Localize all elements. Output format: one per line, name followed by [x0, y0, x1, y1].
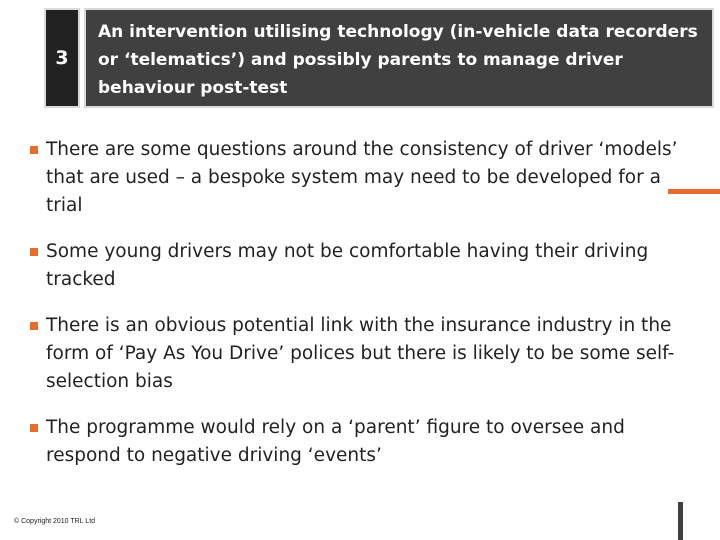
bullet-text: The programme would rely on a ‘parent’ figure to oversee and respond to negative driving ‘events’ [46, 417, 625, 466]
square-bullet-icon [30, 146, 38, 154]
square-bullet-icon [30, 424, 38, 432]
copyright-footer: © Copyright 2010 TRL Ltd [14, 518, 96, 525]
square-bullet-icon [30, 248, 38, 256]
bullet-item [30, 414, 690, 470]
section-number-box [44, 8, 80, 108]
corner-accent-bar [678, 502, 683, 540]
slide-title: An intervention utilising technology (in-vehicle data recorders or ‘telematics’) and possibly parents to manage driver behaviour post-test [98, 22, 698, 98]
bullet-text: There is an obvious potential link with the insurance industry in the form of ‘Pay As You Drive’ polices but there is likely to be some self-selection bias [46, 315, 675, 392]
bullet-item [30, 238, 690, 294]
bullet-item [30, 312, 690, 396]
bullet-list [30, 136, 690, 488]
bullet-text: Some young drivers may not be comfortable having their driving tracked [46, 241, 649, 290]
header-title-box [84, 8, 714, 108]
section-number: 3 [55, 47, 69, 69]
bullet-item [30, 136, 690, 220]
bullet-text: There are some questions around the consistency of driver ‘models’ that are used – a bespoke system may need to be developed for a trial [46, 139, 678, 216]
square-bullet-icon [30, 322, 38, 330]
